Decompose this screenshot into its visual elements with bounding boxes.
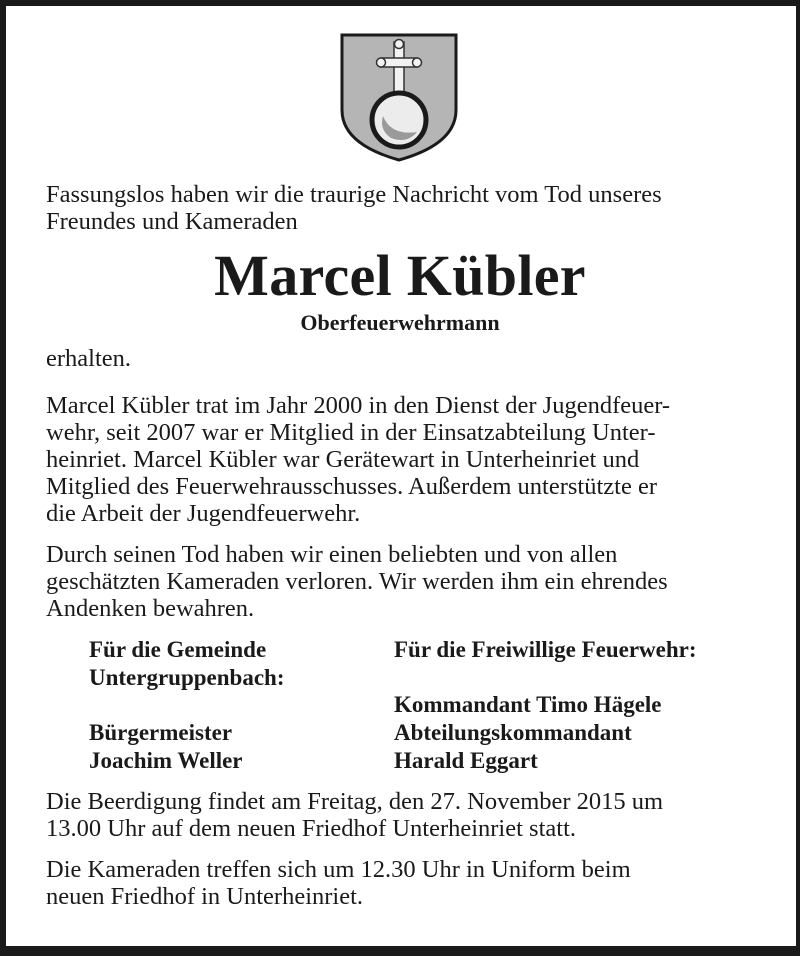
meeting-line-1: Die Kameraden treffen sich um 12.30 Uhr in Uniform beim — [46, 856, 631, 883]
signature-left-line-1: Für die Gemeinde — [89, 637, 267, 662]
received-text: erhalten. — [46, 345, 132, 372]
signature-right-title: Abteilungskommandant — [394, 720, 632, 745]
bio-line-3: heinriet. Marcel Kübler war Gerätewart in Unterheinriet und — [46, 446, 640, 473]
bio-line-2: wehr, seit 2007 war er Mitglied in der Einsatzabteilung Unter- — [46, 419, 656, 446]
tribute-line-3: Andenken bewahren. — [46, 595, 255, 622]
meeting-line-2: neuen Friedhof in Unterheinriet. — [46, 883, 364, 910]
deceased-name: Marcel Kübler — [214, 243, 586, 308]
intro-line-2: Freundes und Kameraden — [46, 208, 298, 235]
tribute-line-2: geschätzten Kameraden verloren. Wir werden ihm ein ehrendes — [46, 568, 668, 595]
signature-right-line-1: Für die Freiwillige Feuerwehr: — [394, 637, 697, 662]
funeral-line-1: Die Beerdigung findet am Freitag, den 27. November 2015 um — [46, 788, 664, 815]
bio-line-4: Mitglied des Feuerwehrausschusses. Außerdem unterstützte er — [46, 473, 657, 500]
coat-of-arms-icon — [339, 32, 459, 162]
signature-right-name: Harald Eggart — [394, 748, 538, 773]
signature-left-line-2: Untergruppenbach: — [89, 665, 285, 690]
bio-line-1: Marcel Kübler trat im Jahr 2000 in den Dienst der Jugendfeuer- — [46, 392, 671, 419]
signature-right-commander: Kommandant Timo Hägele — [394, 692, 662, 717]
bio-line-5: die Arbeit der Jugendfeuerwehr. — [46, 500, 361, 527]
signature-left-name: Joachim Weller — [89, 748, 243, 773]
funeral-line-2: 13.00 Uhr auf dem neuen Friedhof Unterheinriet statt. — [46, 815, 577, 842]
intro-line-1: Fassungslos haben wir die traurige Nachricht vom Tod unseres — [46, 181, 662, 208]
tribute-line-1: Durch seinen Tod haben wir einen beliebten und von allen — [46, 541, 618, 568]
signature-left-title: Bürgermeister — [89, 720, 233, 745]
deceased-rank: Oberfeuerwehrmann — [300, 310, 500, 335]
